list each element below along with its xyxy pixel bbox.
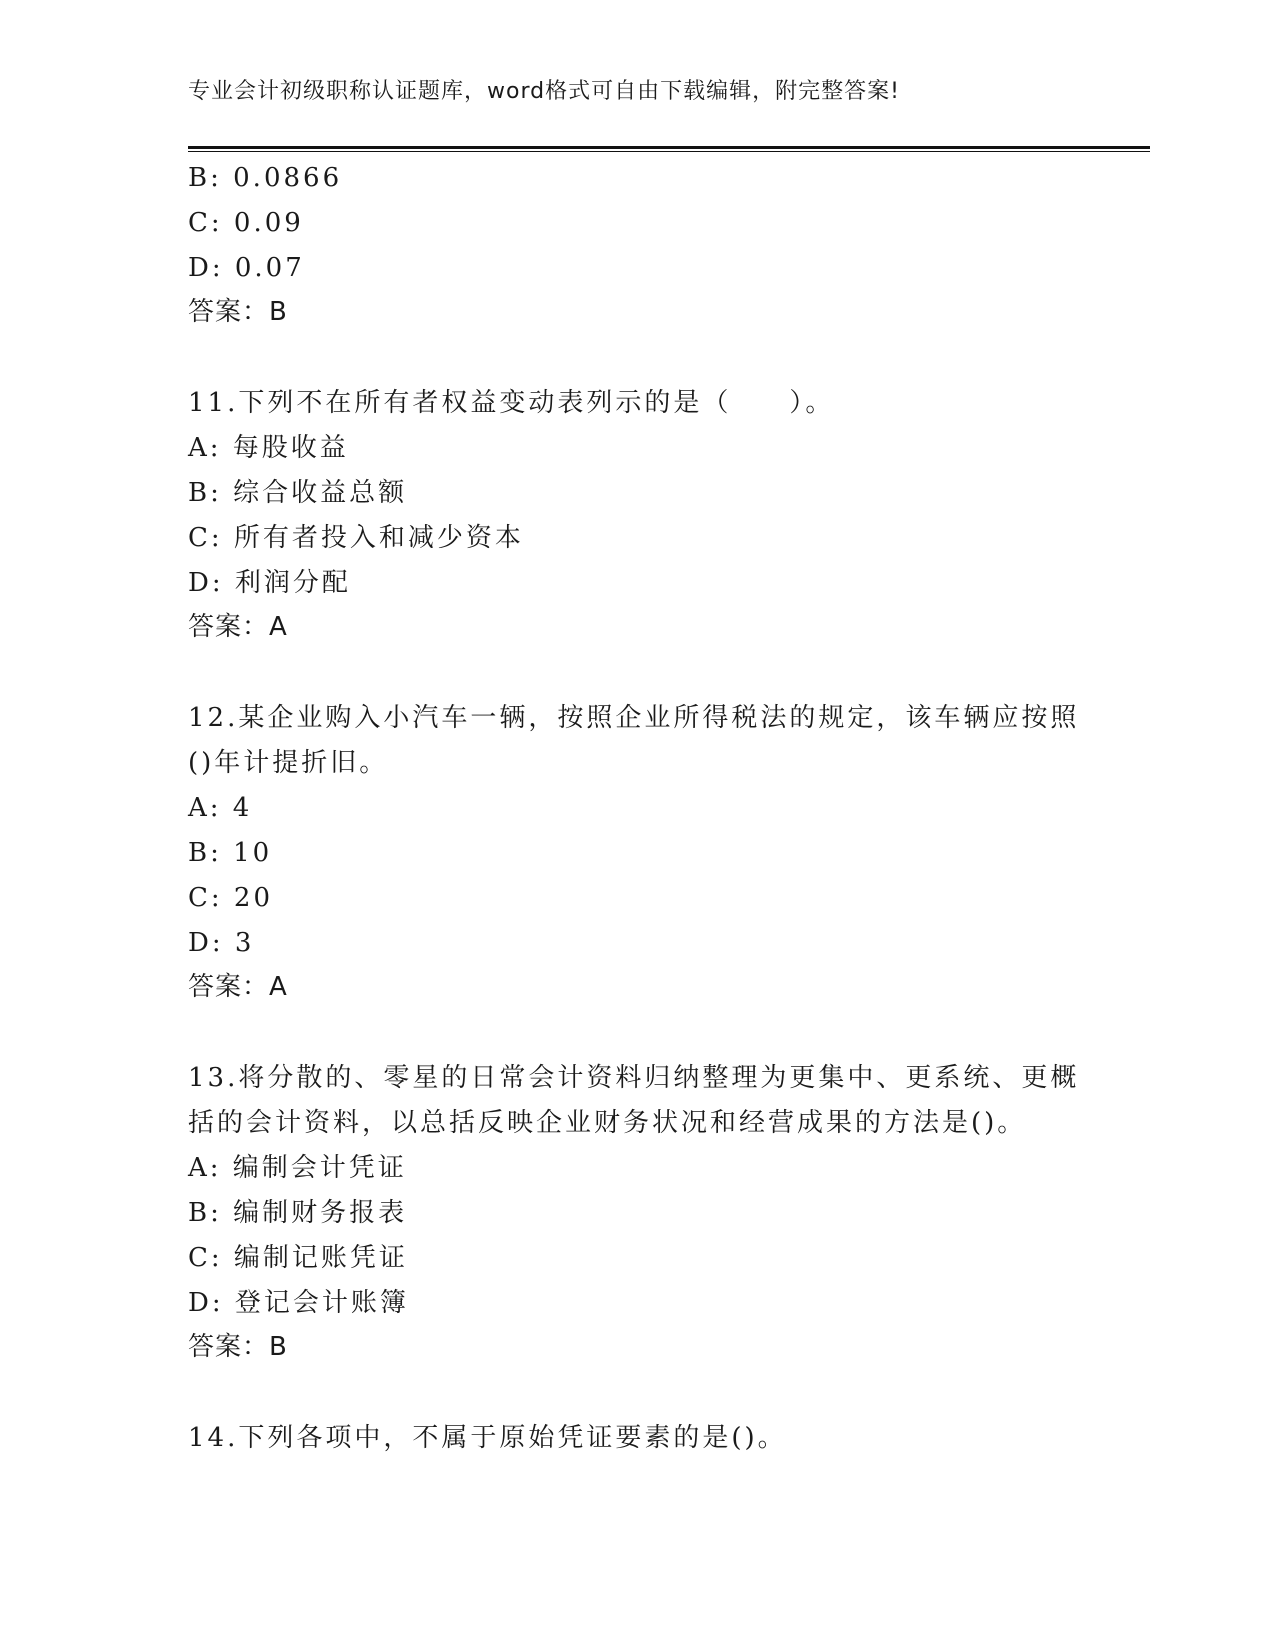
answer: 答案：A	[188, 972, 288, 1002]
option-d: D: 0.07	[188, 253, 305, 283]
question-14: 14.下列各项中，不属于原始凭证要素的是()。	[188, 1423, 787, 1453]
option-b: B: 编制财务报表	[188, 1198, 408, 1228]
option-b: B: 0.0866	[188, 163, 343, 193]
option-a: A: 每股收益	[188, 433, 349, 463]
option-c: C: 所有者投入和减少资本	[188, 523, 524, 553]
option-d: D: 3	[188, 928, 255, 958]
option-d: D: 利润分配	[188, 568, 351, 598]
question-11: 11.下列不在所有者权益变动表列示的是（ ）。	[188, 388, 835, 418]
option-d: D: 登记会计账簿	[188, 1288, 409, 1318]
option-a: A: 编制会计凭证	[188, 1153, 407, 1183]
option-c: C: 0.09	[188, 208, 304, 238]
question-12: 12.某企业购入小汽车一辆，按照企业所得税法的规定，该车辆应按照	[188, 703, 1080, 733]
header-rule	[188, 146, 1150, 149]
page-header: 专业会计初级职称认证题库，word格式可自由下载编辑，附完整答案!	[188, 79, 900, 104]
answer: 答案：A	[188, 612, 288, 642]
option-a: A: 4	[188, 793, 253, 823]
option-b: B: 10	[188, 838, 273, 868]
option-c: C: 20	[188, 883, 274, 913]
option-b: B: 综合收益总额	[188, 478, 408, 508]
answer: 答案：B	[188, 1332, 288, 1362]
question-12-cont: ()年计提折旧。	[188, 748, 389, 778]
header-rule-thin	[188, 151, 1150, 152]
option-c: C: 编制记账凭证	[188, 1243, 408, 1273]
question-13: 13.将分散的、零星的日常会计资料归纳整理为更集中、更系统、更概	[188, 1063, 1080, 1093]
question-13-cont: 括的会计资料，以总括反映企业财务状况和经营成果的方法是()。	[188, 1108, 1027, 1138]
answer: 答案：B	[188, 297, 288, 327]
